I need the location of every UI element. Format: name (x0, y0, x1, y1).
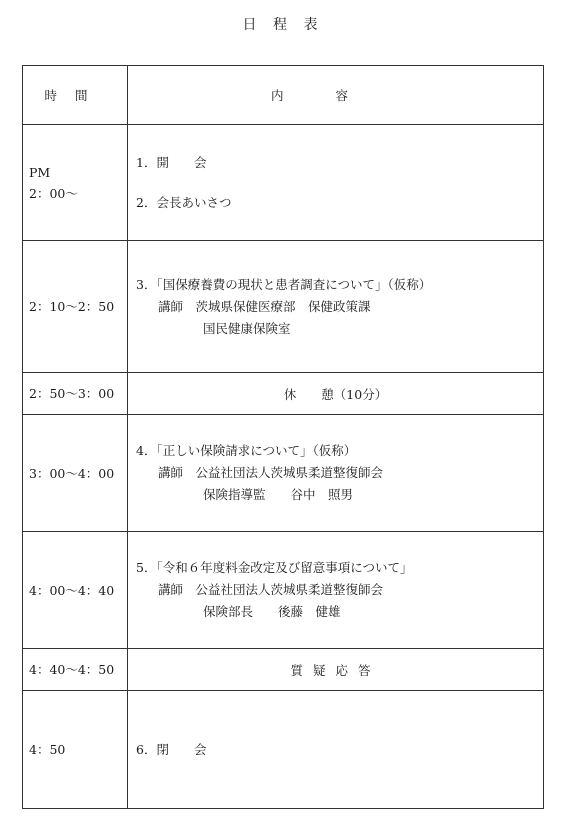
content-cell (128, 691, 544, 809)
program-item: 3．「国保療養費の現状と患者調査について」（仮称） (136, 276, 432, 292)
time-cell: 4：50 (23, 691, 128, 809)
program-item: 2．会長あいさつ (136, 194, 232, 210)
content-cell (128, 415, 544, 532)
content-cell (128, 125, 544, 241)
program-item: 4．「正しい保険請求について」（仮称） (136, 443, 357, 458)
table-row (23, 649, 544, 691)
table-row (23, 373, 544, 415)
table-row (23, 691, 544, 809)
page-title: 日 程 表 (242, 17, 324, 33)
time-cell: 2：50～3：00 (23, 373, 128, 415)
program-item: 1．開 会 (136, 154, 207, 170)
content-cell: 休 憩（10分） (128, 373, 544, 415)
time-cell: PM 2：00～ (23, 125, 128, 241)
lecturer-line: 講師 茨城県保健医療部 保健政策課 (158, 298, 371, 314)
time-cell: 4：00～4：40 (23, 532, 128, 649)
lecturer-line: 講師 公益社団法人茨城県柔道整復師会 (158, 465, 384, 480)
content-cell: 質疑応答 (128, 649, 544, 691)
schedule-table (22, 65, 544, 809)
time-cell: 3：00～4：00 (23, 415, 128, 532)
program-item: 5．「令和６年度料金改定及び留意事項について」 (136, 560, 413, 575)
time-cell: 4：40～4：50 (23, 649, 128, 691)
time-cell: 2：10～2：50 (23, 241, 128, 373)
table-header-row (23, 66, 544, 125)
content-cell (128, 241, 544, 373)
header-time: 時間 (23, 66, 128, 125)
lecturer-line: 保険指導監 谷中 照男 (203, 487, 354, 502)
table-row (23, 532, 544, 649)
table-row (23, 125, 544, 241)
lecturer-line: 国民健康保険室 (203, 320, 291, 336)
table-row (23, 241, 544, 373)
table-row (23, 415, 544, 532)
lecturer-line: 講師 公益社団法人茨城県柔道整復師会 (158, 582, 384, 597)
program-item: 6．閉 会 (136, 741, 207, 757)
content-cell (128, 532, 544, 649)
lecturer-line: 保険部長 後藤 健雄 (203, 604, 341, 619)
header-content: 内容 (128, 66, 544, 125)
